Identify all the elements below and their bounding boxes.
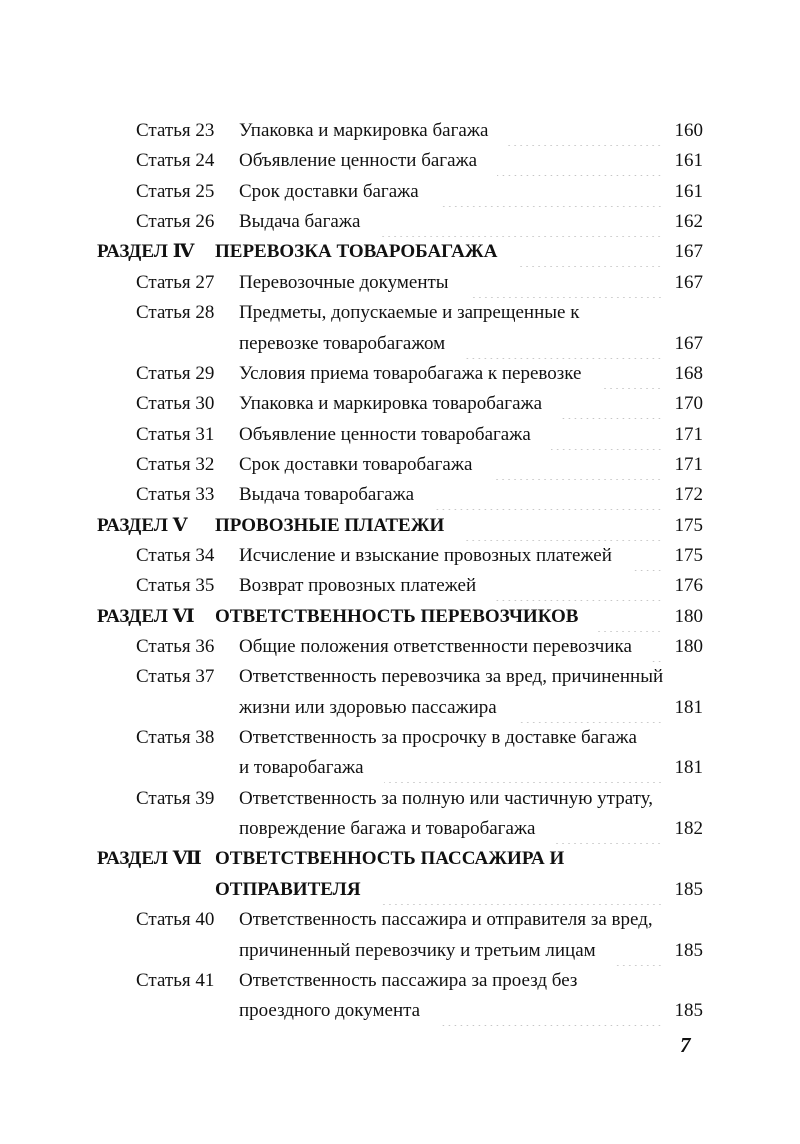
page-reference: 160 xyxy=(674,120,703,141)
dot-leader xyxy=(652,632,663,662)
page-reference: 175 xyxy=(674,514,703,536)
toc-article-row xyxy=(0,207,800,237)
page-reference: 172 xyxy=(674,484,703,506)
dot-leader xyxy=(469,268,663,298)
article-number: Статья 28 xyxy=(136,302,215,324)
entry-title: Срок доставки багажа xyxy=(239,180,419,202)
page-reference: 162 xyxy=(674,211,703,233)
article-number: Статья 37 xyxy=(136,666,215,688)
entry-title: жизни или здоровью пассажира xyxy=(239,696,497,718)
page-reference: 161 xyxy=(674,150,703,172)
dot-leader xyxy=(465,329,662,359)
entry-title: и товаробагажа xyxy=(239,757,364,779)
dot-leader xyxy=(492,450,662,480)
article-number: Статья 23 xyxy=(136,120,215,141)
article-number: Статья 26 xyxy=(136,211,215,233)
section-number: РАЗДЕЛ Ⅳ xyxy=(97,241,195,263)
entry-title: Упаковка и маркировка товаробагажа xyxy=(239,393,543,415)
toc-article-row xyxy=(0,541,800,571)
article-number: Статья 33 xyxy=(136,484,215,506)
entry-title: ОТВЕТСТВЕННОСТЬ ПЕРЕВОЗЧИКОВ xyxy=(215,605,579,627)
article-number: Статья 30 xyxy=(136,393,215,415)
entry-title: Выдача товаробагажа xyxy=(239,484,415,506)
dot-leader xyxy=(464,511,662,541)
section-number: РАЗДЕЛ Ⅶ xyxy=(97,848,202,870)
section-number: РАЗДЕЛ Ⅵ xyxy=(97,605,195,627)
dot-leader xyxy=(384,753,663,783)
page-reference: 171 xyxy=(674,423,703,445)
page-reference: 181 xyxy=(674,696,703,718)
toc-article-row xyxy=(0,298,800,328)
entry-title: ПЕРЕВОЗКА ТОВАРОБАГАЖА xyxy=(215,241,498,263)
page-reference: 181 xyxy=(674,757,703,779)
dot-leader xyxy=(555,814,662,844)
dot-leader xyxy=(551,420,663,450)
entry-title: Объявление ценности товаробагажа xyxy=(239,423,531,445)
toc-article-row xyxy=(0,936,800,966)
dot-leader xyxy=(616,936,663,966)
toc-article-row xyxy=(0,662,800,692)
page-reference: 180 xyxy=(674,605,703,627)
entry-title: повреждение багажа и товаробагажа xyxy=(239,818,536,840)
article-number: Статья 41 xyxy=(136,969,215,991)
entry-title: Ответственность пассажира за проезд без xyxy=(239,969,578,991)
page-reference: 176 xyxy=(674,575,703,597)
article-number: Статья 34 xyxy=(136,544,215,566)
entry-title: Срок доставки товаробагажа xyxy=(239,453,473,475)
toc-article-row xyxy=(0,329,800,359)
page-reference: 182 xyxy=(674,818,703,840)
page-reference: 167 xyxy=(674,332,703,354)
dot-leader xyxy=(434,480,662,510)
toc-article-row xyxy=(0,450,800,480)
entry-title: ПРОВОЗНЫЕ ПЛАТЕЖИ xyxy=(215,514,445,536)
entry-title: перевозке товаробагажом xyxy=(239,332,446,354)
toc-article-row xyxy=(0,420,800,450)
dot-leader xyxy=(601,359,662,389)
toc-article-row xyxy=(0,753,800,783)
toc-section-row xyxy=(0,844,800,874)
toc-section-row xyxy=(0,237,800,267)
entry-title: ОТПРАВИТЕЛЯ xyxy=(215,878,361,900)
page-reference: 185 xyxy=(674,878,703,900)
section-number: РАЗДЕЛ Ⅴ xyxy=(97,514,188,536)
article-number: Статья 32 xyxy=(136,453,215,475)
dot-leader xyxy=(380,207,662,237)
page-reference: 171 xyxy=(674,453,703,475)
toc-article-row xyxy=(0,389,800,419)
entry-title: Ответственность за полную или частичную утрату, xyxy=(239,787,654,809)
dot-leader xyxy=(632,541,663,571)
toc-article-row xyxy=(0,116,800,146)
page-reference: 180 xyxy=(674,636,703,657)
page-reference: 170 xyxy=(674,393,703,415)
toc-article-row xyxy=(0,693,800,723)
toc-article-row xyxy=(0,571,800,601)
toc-article-row xyxy=(0,966,800,996)
entry-title: Объявление ценности багажа xyxy=(239,150,478,172)
article-number: Статья 36 xyxy=(136,636,215,657)
dot-leader xyxy=(508,116,662,146)
page-reference: 167 xyxy=(674,271,703,293)
article-number: Статья 38 xyxy=(136,727,215,748)
page-reference: 167 xyxy=(674,241,703,263)
toc-article-row xyxy=(0,784,800,814)
article-number: Статья 35 xyxy=(136,575,215,597)
entry-title: Условия приема товаробагажа к перевозке xyxy=(239,362,582,384)
toc-article-row xyxy=(0,723,800,753)
entry-title: ОТВЕТСТВЕННОСТЬ ПАССАЖИРА И xyxy=(215,848,565,870)
dot-leader xyxy=(497,146,662,176)
entry-title: Возврат провозных платежей xyxy=(239,575,477,597)
article-number: Статья 25 xyxy=(136,180,215,202)
dot-leader xyxy=(517,693,663,723)
article-number: Статья 24 xyxy=(136,150,215,172)
dot-leader xyxy=(439,177,663,207)
dot-leader xyxy=(440,996,662,1026)
entry-title: Ответственность за просрочку в доставке багажа xyxy=(239,727,637,748)
article-number: Статья 31 xyxy=(136,423,215,445)
toc-article-row xyxy=(0,996,800,1026)
page-number: 7 xyxy=(680,1033,691,1057)
article-number: Статья 39 xyxy=(136,787,215,809)
toc-article-row xyxy=(0,632,800,662)
entry-title: Исчисление и взыскание провозных платежей xyxy=(239,544,612,566)
page-reference: 185 xyxy=(674,939,703,961)
toc-article-row xyxy=(0,905,800,935)
entry-title: Перевозочные документы xyxy=(239,271,449,293)
toc-section-row xyxy=(0,511,800,541)
entry-title: Выдача багажа xyxy=(239,211,361,233)
article-number: Статья 29 xyxy=(136,362,215,384)
toc-article-row xyxy=(0,146,800,176)
toc-section-row xyxy=(0,602,800,632)
entry-title: Упаковка и маркировка багажа xyxy=(239,120,489,141)
dot-leader xyxy=(517,237,662,267)
entry-title: причиненный перевозчику и третьим лицам xyxy=(239,939,596,961)
entry-title: Общие положения ответственности перевозчика xyxy=(239,636,632,657)
entry-title: Ответственность перевозчика за вред, причиненный xyxy=(239,666,664,688)
article-number: Статья 40 xyxy=(136,909,215,931)
page-reference: 175 xyxy=(674,544,703,566)
page-reference: 161 xyxy=(674,180,703,202)
toc-article-row xyxy=(0,268,800,298)
toc-article-row xyxy=(0,359,800,389)
entry-title: Предметы, допускаемые и запрещенные к xyxy=(239,302,580,324)
toc-section-row xyxy=(0,875,800,905)
toc-article-row xyxy=(0,480,800,510)
article-number: Статья 27 xyxy=(136,271,215,293)
dot-leader xyxy=(562,389,662,419)
dot-leader xyxy=(381,875,663,905)
dot-leader xyxy=(598,602,662,632)
toc-article-row xyxy=(0,814,800,844)
toc-article-row xyxy=(0,177,800,207)
entry-title: проездного документа xyxy=(239,1000,421,1022)
page-reference: 185 xyxy=(674,1000,703,1022)
page-reference: 168 xyxy=(674,362,703,384)
dot-leader xyxy=(496,571,662,601)
entry-title: Ответственность пассажира и отправителя за вред, xyxy=(239,909,653,931)
